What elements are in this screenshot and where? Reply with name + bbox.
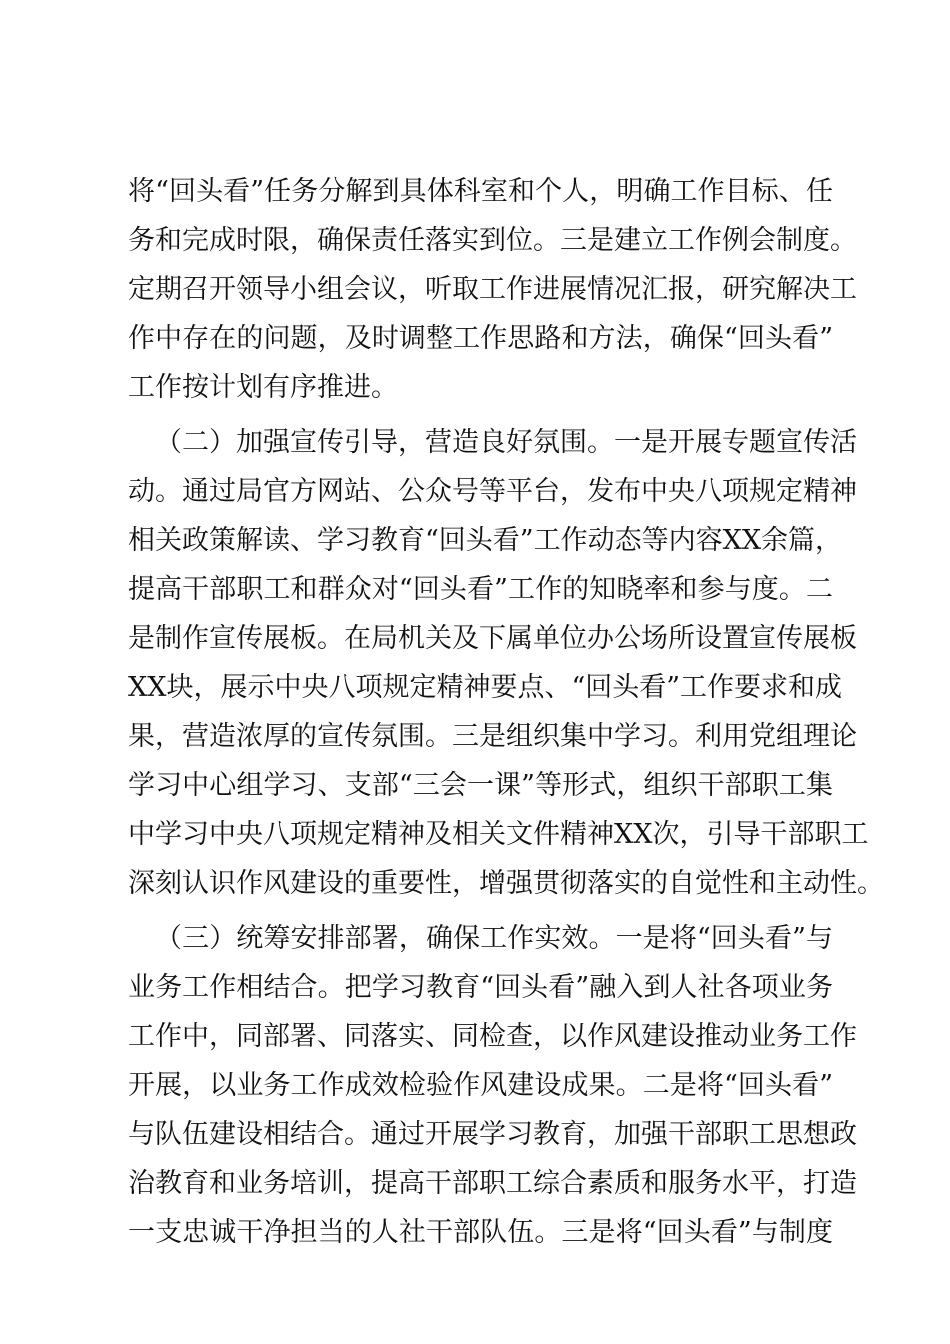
text-line: 是制作宣传展板。在局机关及下属单位办公场所设置宣传展板 [128, 623, 857, 654]
text-line: 作中存在的问题，及时调整工作思路和方法，确保“回头看” [128, 323, 833, 354]
text-line: 提高干部职工和群众对“回头看”工作的知晓率和参与度。二 [128, 574, 833, 605]
text-line: 定期召开领导小组会议，听取工作进展情况汇报，研究解决工 [128, 274, 857, 305]
paragraph-1 [128, 167, 857, 412]
text-line: 中学习中央八项规定精神及相关文件精神XX次，引导干部职工 [128, 819, 869, 850]
text-line: 学习中心组学习、支部“三会一课”等形式，组织干部职工集 [128, 770, 833, 801]
text-line: 动。通过局官方网站、公众号等平台，发布中央八项规定精神 [128, 476, 857, 507]
text-line: 务和完成时限，确保责任落实到位。三是建立工作例会制度。 [128, 225, 857, 256]
text-line: 开展，以业务工作成效检验作风建设成果。二是将“回头看” [128, 1070, 833, 1101]
text-line: 工作中，同部署、同落实、同检查，以作风建设推动业务工作 [128, 1021, 857, 1052]
paragraph-3 [128, 914, 857, 1257]
text-line: （二）加强宣传引导，营造良好氛围。一是开展专题宣传活 [155, 427, 857, 458]
text-line: 将“回头看”任务分解到具体科室和个人，明确工作目标、任 [128, 176, 833, 207]
text-line: 一支忠诚干净担当的人社干部队伍。三是将“回头看”与制度 [128, 1217, 833, 1248]
paragraph-2 [128, 418, 884, 908]
text-line: 果，营造浓厚的宣传氛围。三是组织集中学习。利用党组理论 [128, 721, 857, 752]
text-line: 工作按计划有序推进。 [128, 372, 398, 403]
text-line: 与队伍建设相结合。通过开展学习教育，加强干部职工思想政 [128, 1119, 857, 1150]
text-line: 治教育和业务培训，提高干部职工综合素质和服务水平，打造 [128, 1168, 857, 1199]
text-line: 相关政策解读、学习教育“回头看”工作动态等内容XX余篇， [128, 525, 843, 556]
text-line: 深刻认识作风建设的重要性，增强贯彻落实的自觉性和主动性。 [128, 868, 884, 899]
text-line: XX块，展示中央八项规定精神要点、“回头看”工作要求和成 [128, 672, 843, 703]
body-text [128, 167, 884, 1257]
text-line: （三）统筹安排部署，确保工作实效。一是将“回头看”与 [155, 923, 833, 954]
text-line: 业务工作相结合。把学习教育“回头看”融入到人社各项业务 [128, 972, 833, 1003]
